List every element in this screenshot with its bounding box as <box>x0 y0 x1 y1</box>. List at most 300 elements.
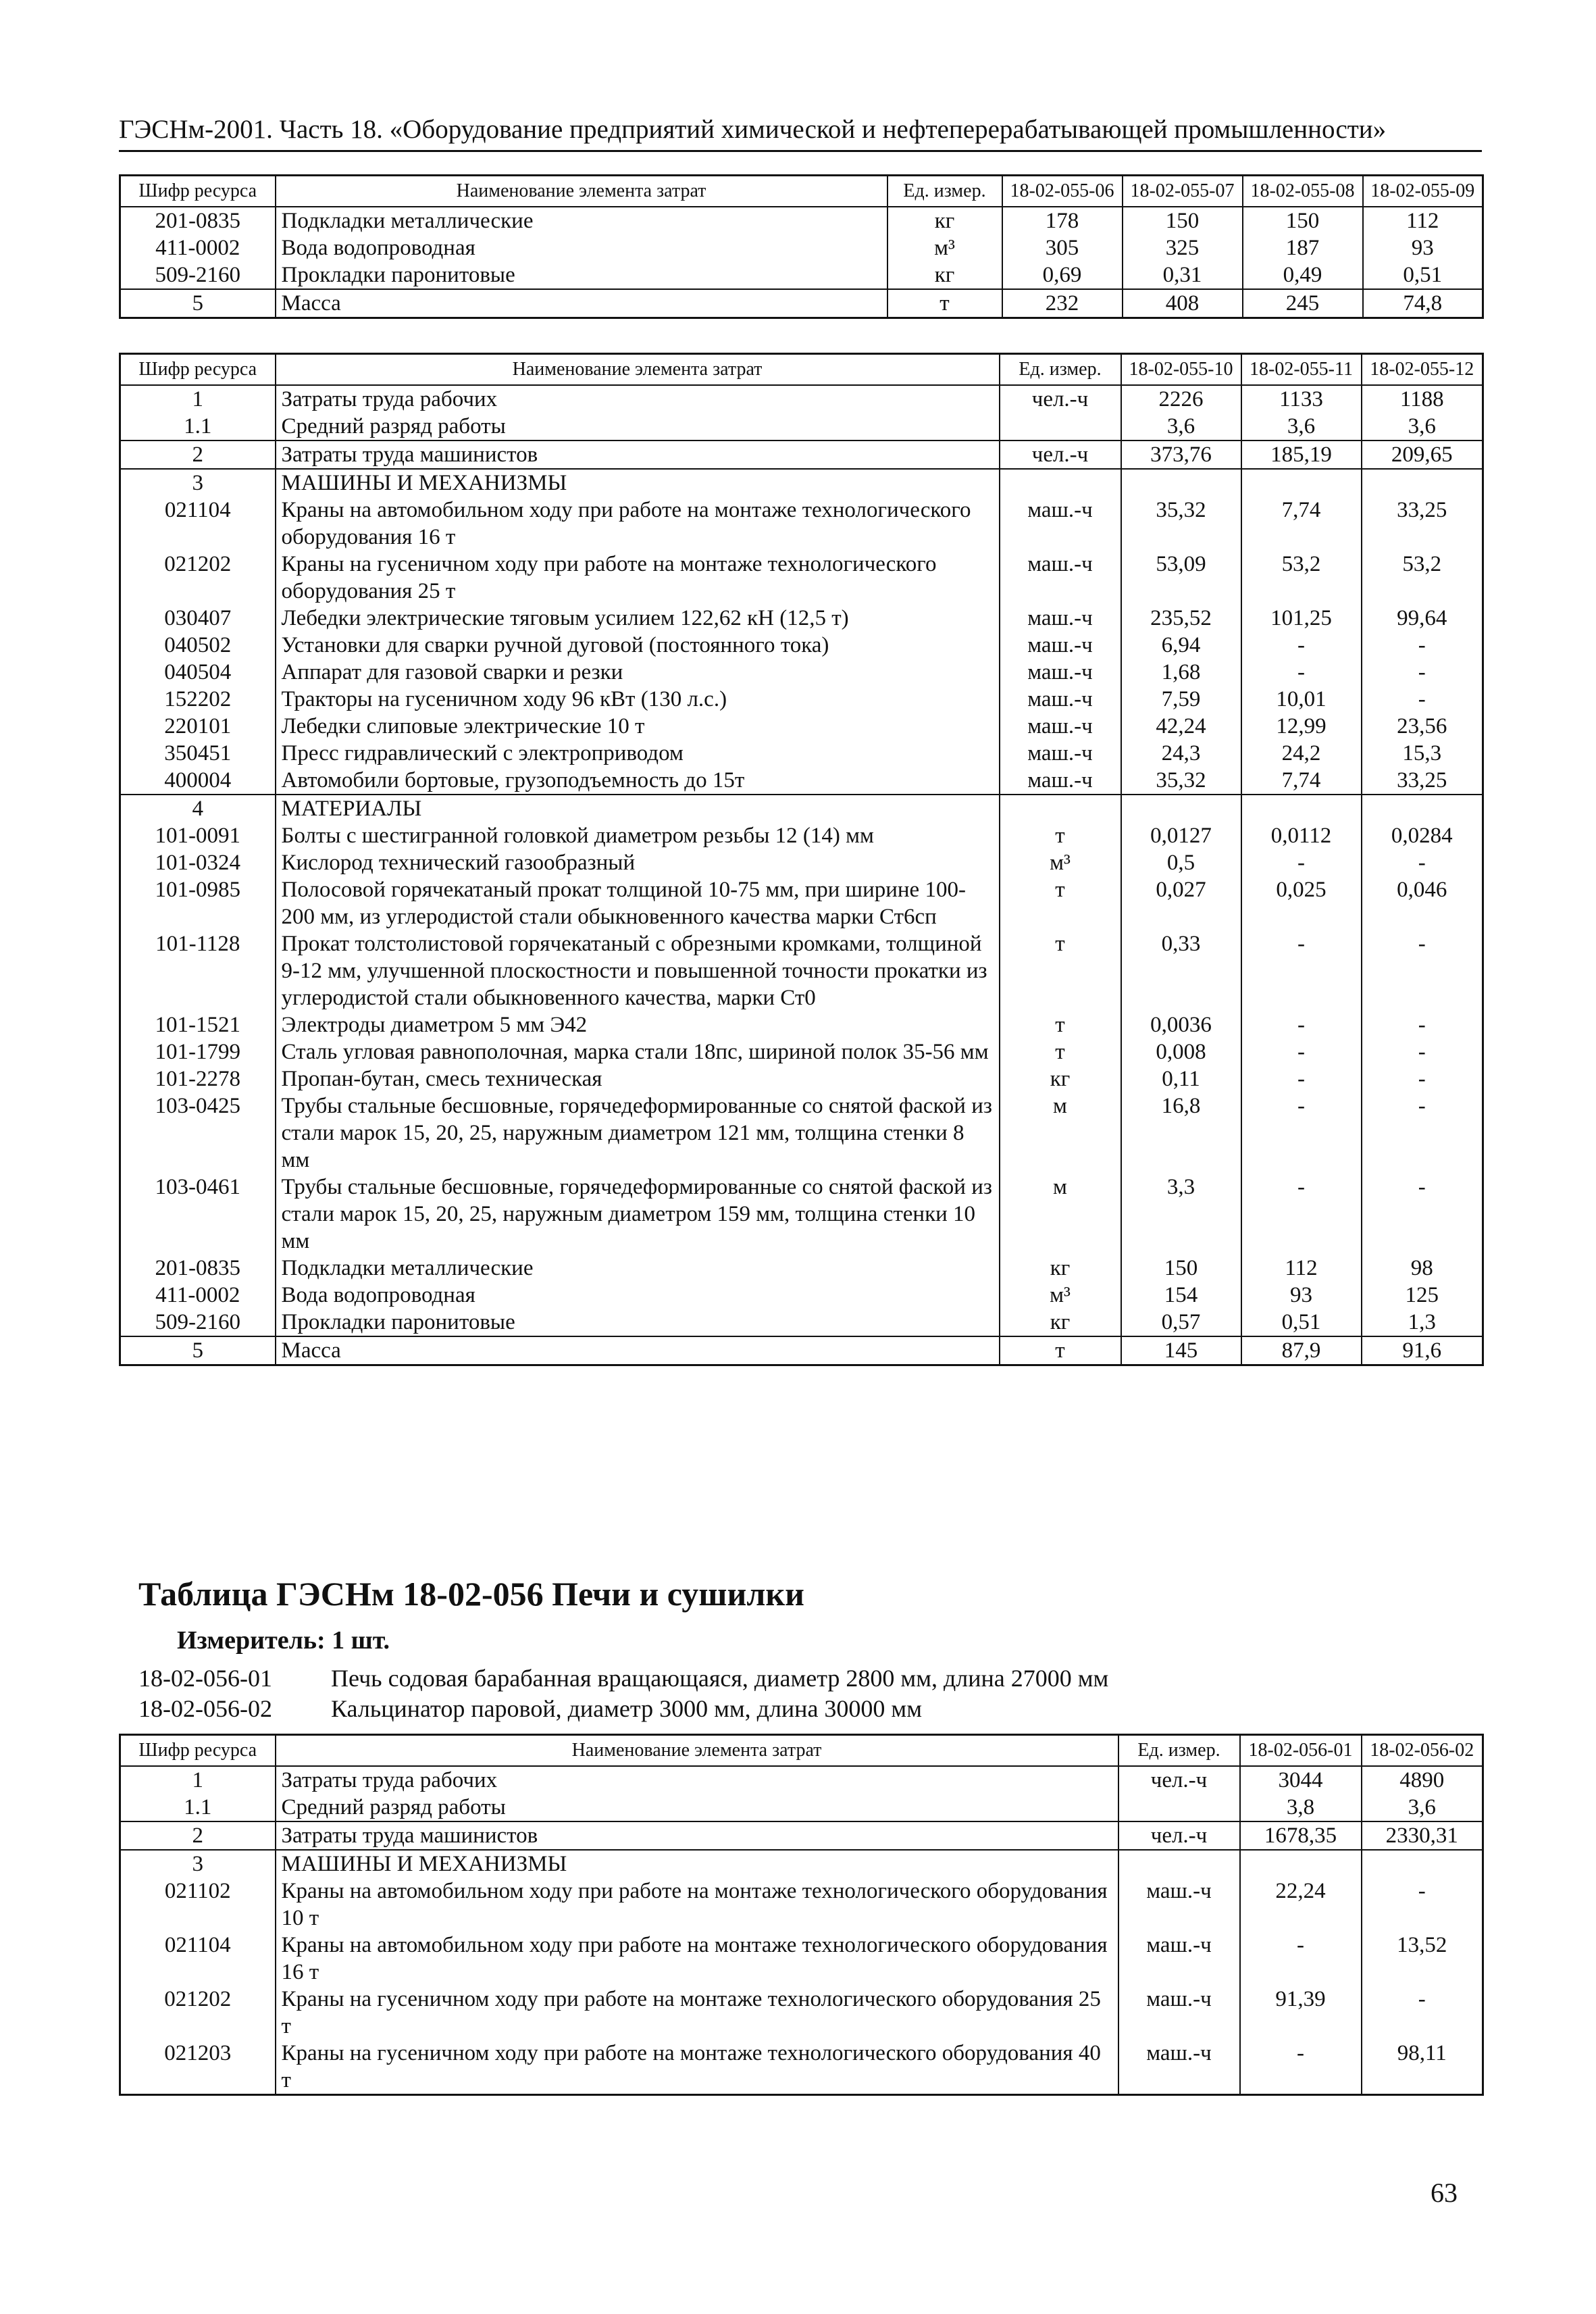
col-header-norm: 18-02-055-12 <box>1362 354 1483 386</box>
cell-unit: т <box>1000 876 1121 930</box>
cell-value: 0,0127 <box>1121 822 1241 849</box>
cell-value: 3044 <box>1240 1766 1362 1794</box>
cell-name: Затраты труда рабочих <box>276 1766 1118 1794</box>
cell-value: 1188 <box>1362 385 1483 413</box>
col-header-norm: 18-02-055-10 <box>1121 354 1241 386</box>
col-header-code: Шифр ресурса <box>120 1735 276 1767</box>
cell-value: 93 <box>1241 1282 1362 1309</box>
cell-unit: м³ <box>1000 1282 1121 1309</box>
cell-value: 154 <box>1121 1282 1241 1309</box>
cell-name: Средний разряд работы <box>276 1794 1118 1821</box>
table-row <box>120 686 1483 713</box>
header-row <box>120 354 1483 386</box>
cell-unit: маш.-ч <box>1000 713 1121 740</box>
cell-value: 22,24 <box>1240 1878 1362 1932</box>
cell-name: Масса <box>276 1336 1000 1365</box>
cell-unit: т <box>1000 930 1121 1011</box>
cell-value <box>1241 795 1362 822</box>
col-header-unit: Ед. измер. <box>1118 1735 1240 1767</box>
cell-unit: маш.-ч <box>1000 659 1121 686</box>
col-header-norm: 18-02-055-08 <box>1243 176 1363 207</box>
cell-code: 4 <box>120 795 276 822</box>
cell-value: 53,09 <box>1121 551 1241 605</box>
cell-name: Краны на гусеничном ходу при работе на монтаже технологического оборудования 25 т <box>276 551 1000 605</box>
cell-value: 3,6 <box>1362 1794 1483 1821</box>
item-text: Кальцинатор паровой, диаметр 3000 мм, длина 30000 мм <box>331 1695 922 1722</box>
table-row <box>120 713 1483 740</box>
col-header-norm: 18-02-055-06 <box>1002 176 1123 207</box>
cell-value: 145 <box>1121 1336 1241 1365</box>
cell-value <box>1362 1850 1483 1878</box>
table-row <box>120 605 1483 632</box>
cell-unit: кг <box>1000 1065 1121 1092</box>
cell-unit: т <box>1000 822 1121 849</box>
table-row <box>120 1336 1483 1365</box>
page-number: 63 <box>1431 2178 1458 2208</box>
cell-value: - <box>1362 686 1483 713</box>
col-header-norm: 18-02-056-02 <box>1362 1735 1483 1767</box>
cell-value: - <box>1240 1932 1362 1986</box>
table-row <box>120 1174 1483 1255</box>
table-row <box>120 659 1483 686</box>
cell-value: 0,31 <box>1123 261 1243 289</box>
table-header <box>120 354 1483 386</box>
cell-code: 021203 <box>120 2040 276 2095</box>
cell-unit: т <box>1000 1038 1121 1065</box>
table-row <box>120 1255 1483 1282</box>
cell-unit <box>1000 469 1121 497</box>
cell-value: 99,64 <box>1362 605 1483 632</box>
cell-unit: кг <box>887 207 1002 234</box>
cell-value: 1,3 <box>1362 1309 1483 1336</box>
cell-name: Тракторы на гусеничном ходу 96 кВт (130 л.с.) <box>276 686 1000 713</box>
cell-value: 1678,35 <box>1240 1821 1362 1850</box>
cell-value: - <box>1362 1065 1483 1092</box>
cell-value: 35,32 <box>1121 767 1241 795</box>
header-row <box>120 1735 1483 1767</box>
col-header-code: Шифр ресурса <box>120 176 276 207</box>
cell-value: 3,8 <box>1240 1794 1362 1821</box>
cell-value: 0,5 <box>1121 849 1241 876</box>
col-header-norm: 18-02-056-01 <box>1240 1735 1362 1767</box>
cell-unit: маш.-ч <box>1000 605 1121 632</box>
item-code: 18-02-056-02 <box>138 1695 272 1722</box>
col-header-name: Наименование элемента затрат <box>276 176 887 207</box>
header-row <box>120 176 1483 207</box>
cell-code: 101-0324 <box>120 849 276 876</box>
item-line <box>138 1694 922 1723</box>
cell-value: - <box>1241 1065 1362 1092</box>
cell-value: 53,2 <box>1362 551 1483 605</box>
col-header-norm: 18-02-055-07 <box>1123 176 1243 207</box>
cell-value: 185,19 <box>1241 441 1362 469</box>
cell-code: 5 <box>120 289 276 318</box>
cell-value: 53,2 <box>1241 551 1362 605</box>
cell-unit <box>1000 413 1121 441</box>
cell-unit: маш.-ч <box>1000 632 1121 659</box>
cell-value: 0,0112 <box>1241 822 1362 849</box>
cell-value: - <box>1241 1174 1362 1255</box>
page-header: ГЭСНм-2001. Часть 18. «Оборудование предприятий химической и нефтеперерабатывающей промышленности» <box>119 114 1482 152</box>
cell-code: 103-0425 <box>120 1092 276 1174</box>
cell-value: 3,6 <box>1121 413 1241 441</box>
cell-unit: кг <box>1000 1255 1121 1282</box>
cell-value: - <box>1241 1092 1362 1174</box>
cell-value: - <box>1362 659 1483 686</box>
cell-name: Затраты труда рабочих <box>276 385 1000 413</box>
cell-value: - <box>1362 1986 1483 2040</box>
cell-name: Вода водопроводная <box>276 234 887 261</box>
item-text: Печь содовая барабанная вращающаяся, диаметр 2800 мм, длина 27000 мм <box>331 1665 1109 1692</box>
cell-code: 2 <box>120 441 276 469</box>
cell-value <box>1362 795 1483 822</box>
cell-code: 411-0002 <box>120 234 276 261</box>
cell-name: Затраты труда машинистов <box>276 441 1000 469</box>
cell-unit: т <box>887 289 1002 318</box>
cell-value: - <box>1362 1011 1483 1038</box>
cell-value: 3,6 <box>1241 413 1362 441</box>
cell-value: 0,51 <box>1363 261 1483 289</box>
cell-value: 112 <box>1241 1255 1362 1282</box>
cell-value: 150 <box>1123 207 1243 234</box>
cell-value: - <box>1241 632 1362 659</box>
cell-value: 3,6 <box>1362 413 1483 441</box>
cell-name: Пропан-бутан, смесь техническая <box>276 1065 1000 1092</box>
cell-name: Установки для сварки ручной дуговой (постоянного тока) <box>276 632 1000 659</box>
cell-code: 101-1799 <box>120 1038 276 1065</box>
cell-value: 408 <box>1123 289 1243 318</box>
cell-value: 74,8 <box>1363 289 1483 318</box>
cell-value: 0,0284 <box>1362 822 1483 849</box>
item-line <box>138 1664 1108 1692</box>
cell-unit: чел.-ч <box>1118 1821 1240 1850</box>
cell-code: 101-2278 <box>120 1065 276 1092</box>
cell-unit: чел.-ч <box>1000 385 1121 413</box>
cell-value: 232 <box>1002 289 1123 318</box>
cell-unit: кг <box>887 261 1002 289</box>
cell-value: - <box>1362 930 1483 1011</box>
cell-unit: м <box>1000 1174 1121 1255</box>
cell-code: 1.1 <box>120 413 276 441</box>
table-row <box>120 551 1483 605</box>
table-row <box>120 234 1483 261</box>
cell-value: 23,56 <box>1362 713 1483 740</box>
table-row <box>120 849 1483 876</box>
cell-name: Электроды диаметром 5 мм Э42 <box>276 1011 1000 1038</box>
cell-value: 6,94 <box>1121 632 1241 659</box>
cell-code: 1 <box>120 385 276 413</box>
cell-value: 4890 <box>1362 1766 1483 1794</box>
table-row <box>120 1878 1483 1932</box>
table-row <box>120 930 1483 1011</box>
cell-value: - <box>1241 1011 1362 1038</box>
cell-code: 030407 <box>120 605 276 632</box>
cell-code: 1.1 <box>120 1794 276 1821</box>
cell-name: Вода водопроводная <box>276 1282 1000 1309</box>
cell-value: 24,3 <box>1121 740 1241 767</box>
cell-name: Лебедки слиповые электрические 10 т <box>276 713 1000 740</box>
cell-name: Пресс гидравлический с электроприводом <box>276 740 1000 767</box>
col-header-unit: Ед. измер. <box>887 176 1002 207</box>
table-row <box>120 441 1483 469</box>
cell-value: 15,3 <box>1362 740 1483 767</box>
table-header <box>120 1735 1483 1767</box>
resource-table-055-06-09 <box>119 174 1484 319</box>
cell-value: 98 <box>1362 1255 1483 1282</box>
cell-value: 33,25 <box>1362 497 1483 551</box>
cell-value: 187 <box>1243 234 1363 261</box>
cell-value: 178 <box>1002 207 1123 234</box>
cell-name: Аппарат для газовой сварки и резки <box>276 659 1000 686</box>
table-row <box>120 1821 1483 1850</box>
cell-unit: маш.-ч <box>1000 686 1121 713</box>
cell-unit: маш.-ч <box>1118 2040 1240 2095</box>
cell-code: 021202 <box>120 551 276 605</box>
cell-name: Трубы стальные бесшовные, горячедеформированные со снятой фаской из стали марок 15, 20, 25, наружным диаметром 121 мм, толщина стенки 8 мм <box>276 1092 1000 1174</box>
cell-name: Болты с шестигранной головкой диаметром резьбы 12 (14) мм <box>276 822 1000 849</box>
table-header <box>120 176 1483 207</box>
cell-value: 33,25 <box>1362 767 1483 795</box>
cell-code: 021102 <box>120 1878 276 1932</box>
cell-value: - <box>1241 659 1362 686</box>
cell-value: 35,32 <box>1121 497 1241 551</box>
cell-unit: чел.-ч <box>1000 441 1121 469</box>
table-row <box>120 289 1483 318</box>
cell-value <box>1121 795 1241 822</box>
cell-value: 0,11 <box>1121 1065 1241 1092</box>
cell-unit: чел.-ч <box>1118 1766 1240 1794</box>
table-row <box>120 1766 1483 1794</box>
resource-table-055-10-12 <box>119 353 1484 1366</box>
cell-name: Масса <box>276 289 887 318</box>
table-row <box>120 1282 1483 1309</box>
cell-value: 0,69 <box>1002 261 1123 289</box>
table-row <box>120 385 1483 413</box>
cell-code: 101-0091 <box>120 822 276 849</box>
cell-value: 0,33 <box>1121 930 1241 1011</box>
cell-name: Кислород технический газообразный <box>276 849 1000 876</box>
cell-value: 87,9 <box>1241 1336 1362 1365</box>
cell-code: 101-0985 <box>120 876 276 930</box>
cell-value: 150 <box>1243 207 1363 234</box>
cell-code: 1 <box>120 1766 276 1794</box>
cell-code: 101-1521 <box>120 1011 276 1038</box>
cell-value: 0,0036 <box>1121 1011 1241 1038</box>
col-header-unit: Ед. измер. <box>1000 354 1121 386</box>
cell-name: Затраты труда машинистов <box>276 1821 1118 1850</box>
cell-value: - <box>1362 849 1483 876</box>
table-row <box>120 767 1483 795</box>
cell-value: - <box>1362 1174 1483 1255</box>
cell-value: - <box>1362 1878 1483 1932</box>
cell-value: 1,68 <box>1121 659 1241 686</box>
cell-code: 5 <box>120 1336 276 1365</box>
col-header-name: Наименование элемента затрат <box>276 1735 1118 1767</box>
cell-name: Лебедки электрические тяговым усилием 122,62 кН (12,5 т) <box>276 605 1000 632</box>
item-code: 18-02-056-01 <box>138 1665 272 1692</box>
cell-value: 3,3 <box>1121 1174 1241 1255</box>
cell-value: 101,25 <box>1241 605 1362 632</box>
cell-unit: м³ <box>887 234 1002 261</box>
cell-code: 2 <box>120 1821 276 1850</box>
table-row <box>120 876 1483 930</box>
cell-value <box>1241 469 1362 497</box>
cell-value: 91,6 <box>1362 1336 1483 1365</box>
cell-value: 24,2 <box>1241 740 1362 767</box>
cell-code: 3 <box>120 469 276 497</box>
cell-unit: маш.-ч <box>1000 497 1121 551</box>
cell-name: Трубы стальные бесшовные, горячедеформированные со снятой фаской из стали марок 15, 20, 25, наружным диаметром 159 мм, толщина стенки 10 мм <box>276 1174 1000 1255</box>
cell-name: Краны на автомобильном ходу при работе на монтаже технологического оборудования 10 т <box>276 1878 1118 1932</box>
cell-unit: маш.-ч <box>1118 1878 1240 1932</box>
cell-value: 0,51 <box>1241 1309 1362 1336</box>
cell-unit: маш.-ч <box>1000 551 1121 605</box>
cell-name: Полосовой горячекатаный прокат толщиной 10-75 мм, при ширине 100-200 мм, из углеродистой стали обыкновенного качества марки Ст6сп <box>276 876 1000 930</box>
cell-value: 245 <box>1243 289 1363 318</box>
table-body <box>120 1766 1483 2095</box>
cell-name: Средний разряд работы <box>276 413 1000 441</box>
cell-unit: м <box>1000 1092 1121 1174</box>
cell-value: 93 <box>1363 234 1483 261</box>
cell-value: 125 <box>1362 1282 1483 1309</box>
table-row <box>120 1065 1483 1092</box>
cell-value: 235,52 <box>1121 605 1241 632</box>
cell-unit: маш.-ч <box>1118 1986 1240 2040</box>
cell-value: 0,025 <box>1241 876 1362 930</box>
cell-value: 1133 <box>1241 385 1362 413</box>
table-row <box>120 632 1483 659</box>
cell-value: - <box>1241 849 1362 876</box>
cell-unit: т <box>1000 1011 1121 1038</box>
cell-code: 040504 <box>120 659 276 686</box>
cell-unit: м³ <box>1000 849 1121 876</box>
cell-value: 16,8 <box>1121 1092 1241 1174</box>
table-row <box>120 1850 1483 1878</box>
cell-unit: маш.-ч <box>1000 740 1121 767</box>
cell-value: 13,52 <box>1362 1932 1483 1986</box>
cell-code: 201-0835 <box>120 207 276 234</box>
cell-value: 150 <box>1121 1255 1241 1282</box>
section-title: Таблица ГЭСНм 18-02-056 Печи и сушилки <box>138 1575 804 1613</box>
cell-value: 305 <box>1002 234 1123 261</box>
cell-name: МАШИНЫ И МЕХАНИЗМЫ <box>276 469 1000 497</box>
table-row <box>120 1986 1483 2040</box>
cell-code: 400004 <box>120 767 276 795</box>
cell-value: 42,24 <box>1121 713 1241 740</box>
table-row <box>120 795 1483 822</box>
table-row <box>120 469 1483 497</box>
cell-value: 2330,31 <box>1362 1821 1483 1850</box>
cell-value: 0,046 <box>1362 876 1483 930</box>
table-row <box>120 1038 1483 1065</box>
cell-value: 112 <box>1363 207 1483 234</box>
cell-code: 201-0835 <box>120 1255 276 1282</box>
cell-name: Подкладки металлические <box>276 1255 1000 1282</box>
table-body <box>120 385 1483 1365</box>
table-row <box>120 2040 1483 2095</box>
cell-value: 0,57 <box>1121 1309 1241 1336</box>
cell-value: 209,65 <box>1362 441 1483 469</box>
table-row <box>120 1932 1483 1986</box>
table-row <box>120 1794 1483 1821</box>
cell-code: 3 <box>120 1850 276 1878</box>
col-header-norm: 18-02-055-09 <box>1363 176 1483 207</box>
cell-name: Краны на автомобильном ходу при работе на монтаже технологического оборудования 16 т <box>276 497 1000 551</box>
cell-name: Прокат толстолистовой горячекатаный с обрезными кромками, толщиной 9-12 мм, улучшенной плоскостности и повышенной точности прокатки из углеродистой стали обыкновенного качества, марки Ст0 <box>276 930 1000 1011</box>
col-header-name: Наименование элемента затрат <box>276 354 1000 386</box>
cell-value: 7,74 <box>1241 767 1362 795</box>
cell-value: 0,49 <box>1243 261 1363 289</box>
cell-code: 509-2160 <box>120 1309 276 1336</box>
table-row <box>120 207 1483 234</box>
table-row <box>120 497 1483 551</box>
cell-unit <box>1000 795 1121 822</box>
cell-name: Автомобили бортовые, грузоподъемность до 15т <box>276 767 1000 795</box>
cell-value: 373,76 <box>1121 441 1241 469</box>
cell-code: 101-1128 <box>120 930 276 1011</box>
cell-value: - <box>1362 1092 1483 1174</box>
cell-code: 350451 <box>120 740 276 767</box>
cell-name: Прокладки паронитовые <box>276 261 887 289</box>
cell-code: 021202 <box>120 1986 276 2040</box>
table-row <box>120 740 1483 767</box>
cell-code: 411-0002 <box>120 1282 276 1309</box>
cell-name: Краны на гусеничном ходу при работе на монтаже технологического оборудования 40 т <box>276 2040 1118 2095</box>
cell-value: 91,39 <box>1240 1986 1362 2040</box>
cell-unit: маш.-ч <box>1000 767 1121 795</box>
cell-value: 325 <box>1123 234 1243 261</box>
cell-unit: кг <box>1000 1309 1121 1336</box>
cell-value <box>1121 469 1241 497</box>
cell-name: Подкладки металлические <box>276 207 887 234</box>
cell-value: 10,01 <box>1241 686 1362 713</box>
cell-value <box>1362 469 1483 497</box>
table-row <box>120 261 1483 289</box>
cell-code: 509-2160 <box>120 261 276 289</box>
cell-value: 0,008 <box>1121 1038 1241 1065</box>
measure-line: Измеритель: 1 шт. <box>177 1626 390 1655</box>
cell-value: 2226 <box>1121 385 1241 413</box>
cell-value: - <box>1241 1038 1362 1065</box>
cell-value: - <box>1240 2040 1362 2095</box>
cell-value: - <box>1362 632 1483 659</box>
col-header-code: Шифр ресурса <box>120 354 276 386</box>
cell-code: 103-0461 <box>120 1174 276 1255</box>
table-row <box>120 1011 1483 1038</box>
col-header-norm: 18-02-055-11 <box>1241 354 1362 386</box>
cell-name: МАШИНЫ И МЕХАНИЗМЫ <box>276 1850 1118 1878</box>
cell-value <box>1240 1850 1362 1878</box>
cell-name: Прокладки паронитовые <box>276 1309 1000 1336</box>
cell-unit: маш.-ч <box>1118 1932 1240 1986</box>
table-row <box>120 1092 1483 1174</box>
cell-value: 7,74 <box>1241 497 1362 551</box>
table-row <box>120 822 1483 849</box>
cell-name: МАТЕРИАЛЫ <box>276 795 1000 822</box>
cell-name: Сталь угловая равнополочная, марка стали 18пс, шириной полок 35-56 мм <box>276 1038 1000 1065</box>
cell-code: 021104 <box>120 497 276 551</box>
cell-code: 021104 <box>120 1932 276 1986</box>
cell-unit: т <box>1000 1336 1121 1365</box>
cell-unit <box>1118 1850 1240 1878</box>
table-body <box>120 207 1483 318</box>
cell-name: Краны на гусеничном ходу при работе на монтаже технологического оборудования 25 т <box>276 1986 1118 2040</box>
cell-value: - <box>1241 930 1362 1011</box>
table-row <box>120 1309 1483 1336</box>
cell-value: 98,11 <box>1362 2040 1483 2095</box>
cell-value: 0,027 <box>1121 876 1241 930</box>
cell-code: 152202 <box>120 686 276 713</box>
